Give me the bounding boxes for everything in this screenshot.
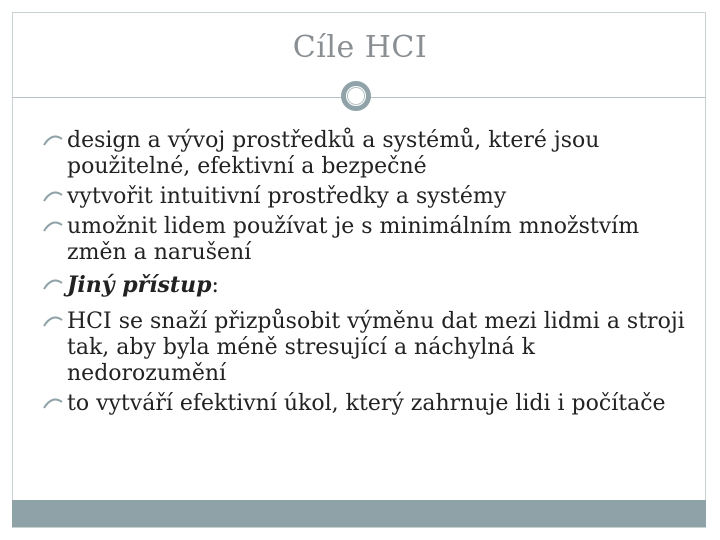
bullet-list [48,128,688,421]
bullet-arc-icon [42,393,64,411]
bullet-text: HCI se snaží přizpůsobit výměnu dat mezi lidmi a stroji tak, aby byla méně stresující a náchylná k nedorozumění [67,309,685,386]
footer-accent-bar [12,500,706,527]
bullet-arc-icon [42,274,64,292]
bullet-text: vytvořit intuitivní prostředky a systémy [67,184,507,209]
divider-ring-ornament [341,81,371,111]
bullet-text: design a vývoj prostředků a systémů, které jsou použitelné, efektivní a bezpečné [67,128,600,179]
bullet-arc-icon [42,216,64,234]
bullet-arc-icon [42,311,64,329]
bullet-arc-icon [42,186,64,204]
bullet-text: to vytváří efektivní úkol, který zahrnuje lidi i počítače [67,391,666,416]
bullet-arc-icon [42,130,64,148]
bullet-heading-colon: : [211,273,219,298]
bullet-item [48,391,688,417]
bullet-item [48,309,688,387]
bullet-item [48,128,688,180]
bullet-item [48,214,688,266]
bullet-item-heading [48,272,688,299]
bullet-heading-text: Jiný přístup [67,272,212,298]
bullet-text: umožnit lidem používat je s minimálním množstvím změn a narušení [67,214,640,265]
bullet-item [48,184,688,210]
slide-title: Cíle HCI [292,30,428,65]
